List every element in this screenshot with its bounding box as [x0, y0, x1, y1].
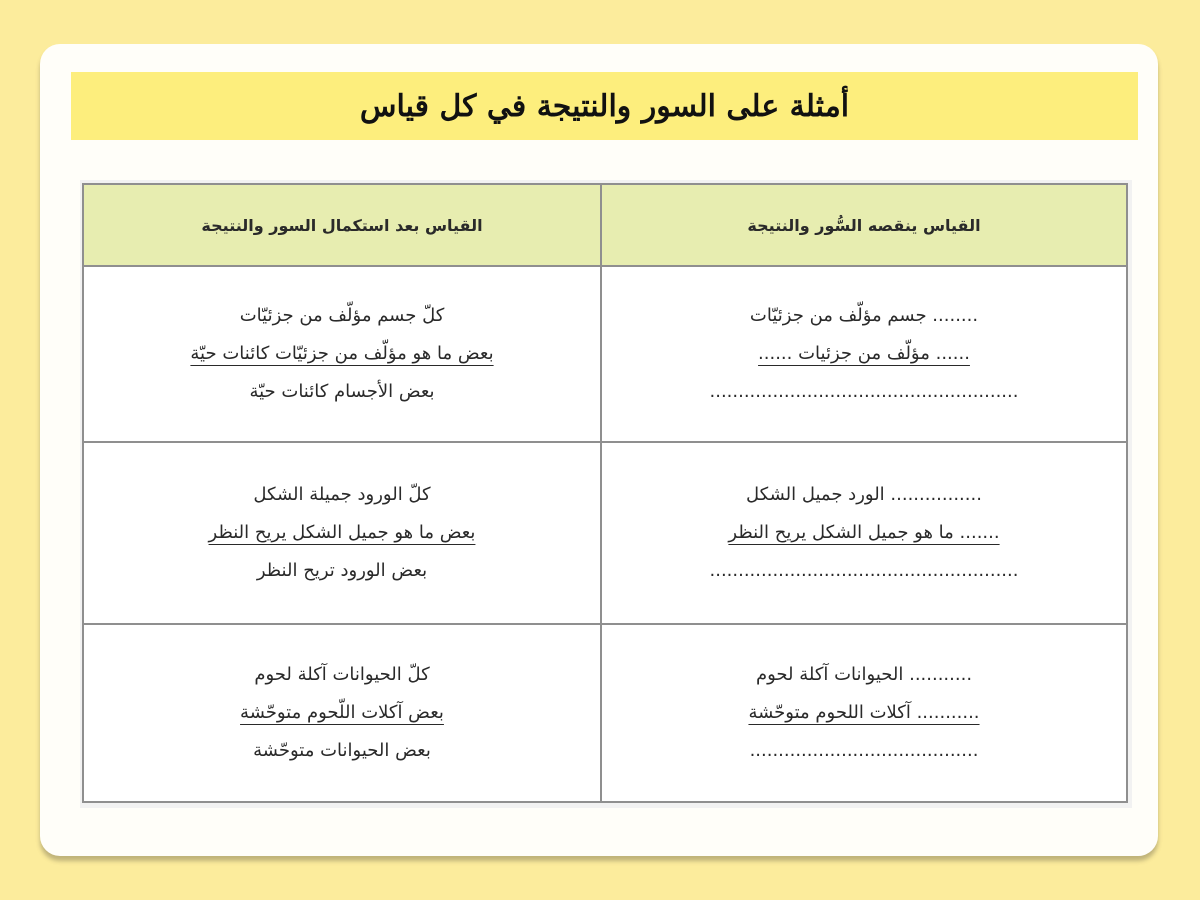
header-incomplete: القياس ينقصه السُّور والنتيجة [601, 184, 1127, 266]
premise-minor: بعض آكلات اللّحوم متوحّشة [240, 702, 444, 723]
content-card [40, 44, 1158, 856]
table-header-row [83, 184, 1127, 266]
premise-major: كلّ الحيوانات آكلة لحوم [254, 664, 430, 685]
conclusion-blank: ...................................................... [709, 560, 1019, 581]
premise-minor: ....... ما هو جميل الشكل يريح النظر [728, 522, 1000, 543]
complete-cell [83, 624, 601, 802]
conclusion-blank: ...................................................... [709, 381, 1019, 402]
premise-minor: ...... مؤلّف من جزئيات ...... [758, 343, 970, 364]
syllogism-table [82, 183, 1128, 803]
premise-minor: بعض ما هو جميل الشكل يريح النظر [208, 522, 476, 543]
table-container [80, 180, 1132, 808]
title-bar [71, 72, 1138, 140]
premise-major: ........... الحيوانات آكلة لحوم [755, 664, 973, 685]
complete-cell [83, 266, 601, 442]
header-complete: القياس بعد استكمال السور والنتيجة [83, 184, 601, 266]
incomplete-cell [601, 266, 1127, 442]
table-row [83, 442, 1127, 624]
page-title: أمثلة على السور والنتيجة في كل قياس [359, 88, 850, 124]
conclusion: بعض الورود تريح النظر [256, 560, 428, 581]
conclusion: بعض الحيوانات متوحّشة [253, 740, 431, 761]
premise-minor: بعض ما هو مؤلّف من جزئيّات كائنات حيّة [190, 343, 494, 364]
conclusion-blank: ........................................ [749, 740, 979, 761]
incomplete-cell [601, 442, 1127, 624]
table-row [83, 624, 1127, 802]
premise-major: ........ جسم مؤلّف من جزئيّات [749, 305, 979, 326]
premise-major: ................ الورد جميل الشكل [746, 484, 982, 505]
premise-major: كلّ جسم مؤلّف من جزئيّات [239, 305, 445, 326]
table-row [83, 266, 1127, 442]
incomplete-cell [601, 624, 1127, 802]
premise-minor: ........... آكلات اللحوم متوحّشة [748, 702, 980, 723]
complete-cell [83, 442, 601, 624]
conclusion: بعض الأجسام كائنات حيّة [249, 381, 435, 402]
premise-major: كلّ الورود جميلة الشكل [253, 484, 431, 505]
